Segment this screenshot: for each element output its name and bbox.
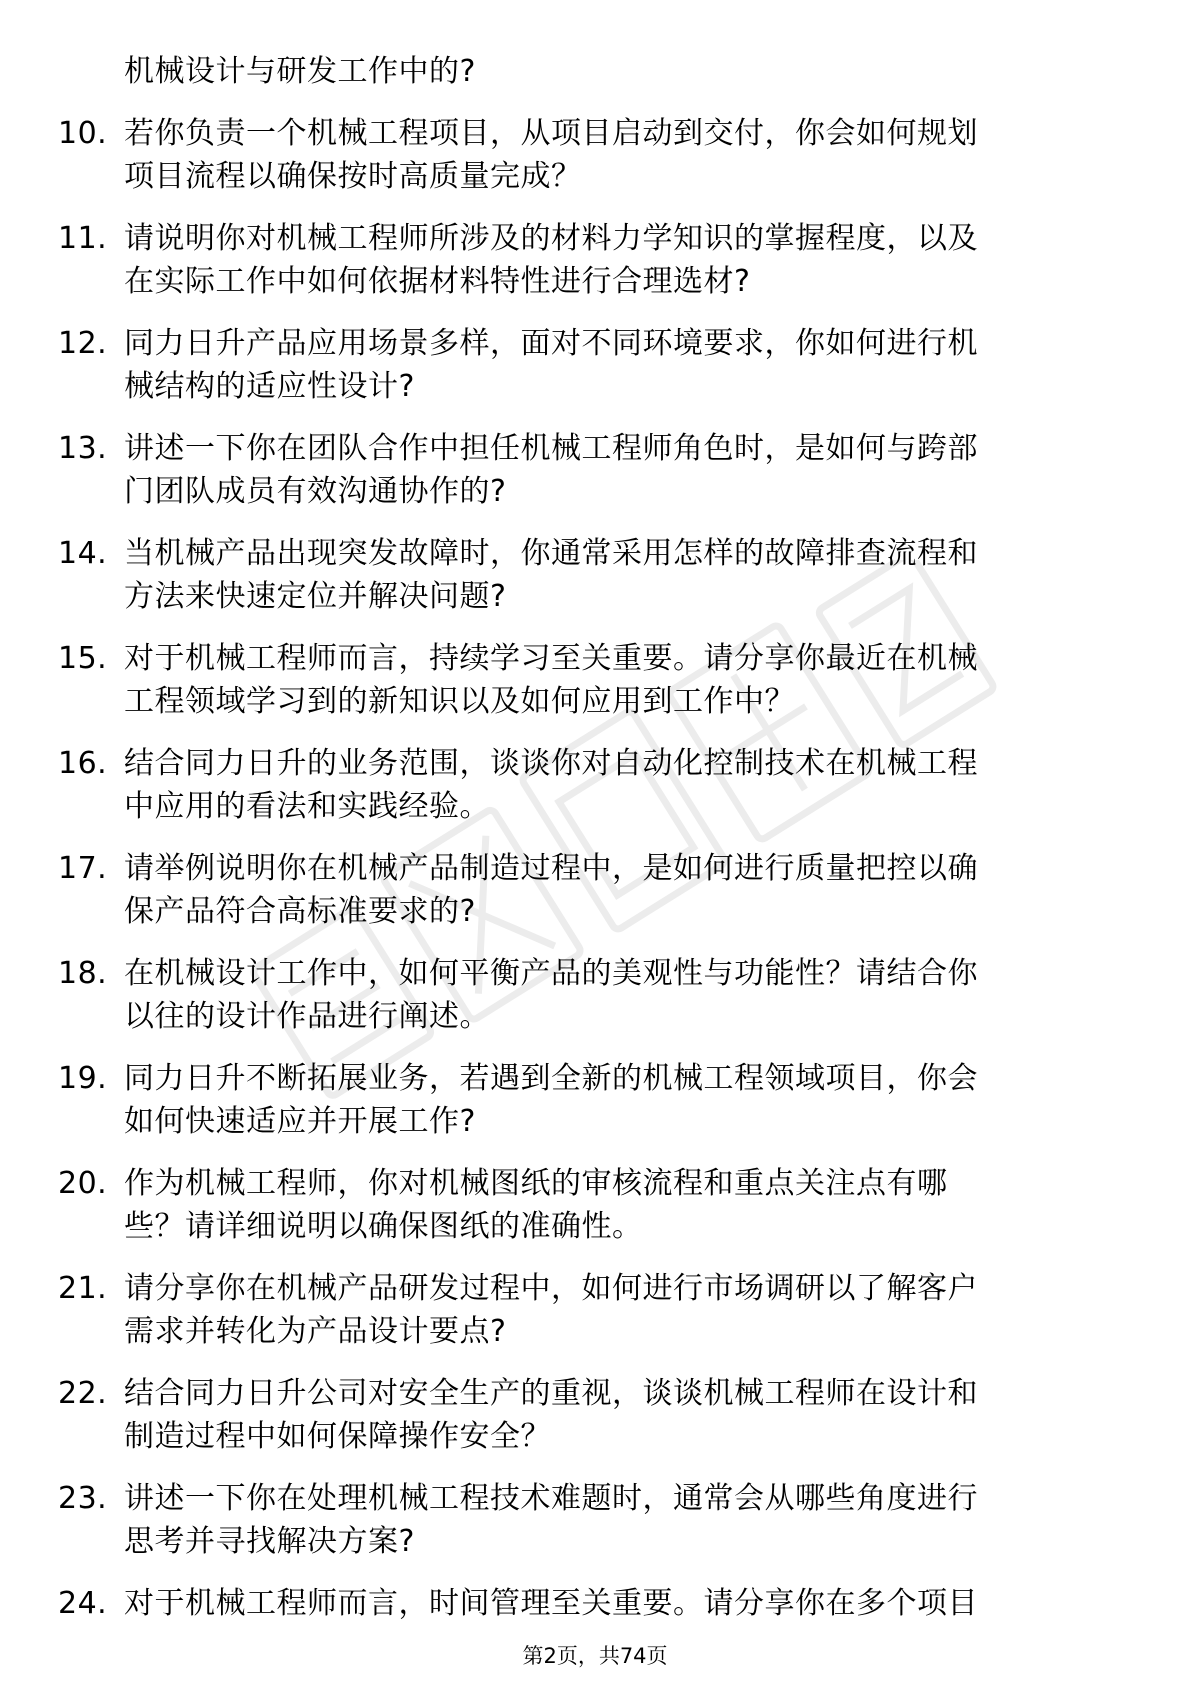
question-text-line: 对于机械工程师而言，持续学习至关重要。请分享你最近在机械: [124, 641, 978, 676]
question-item: [58, 322, 1108, 408]
question-item: [58, 952, 1108, 1038]
question-item: [58, 427, 1108, 513]
question-text-line: 当机械产品出现突发故障时，你通常采用怎样的故障排查流程和: [124, 536, 978, 571]
question-text-line: 同力日升产品应用场景多样，面对不同环境要求，你如何进行机: [124, 326, 978, 361]
question-number: 15.: [58, 641, 108, 676]
question-item: [58, 1267, 1108, 1353]
question-text-line: 些？请详细说明以确保图纸的准确性。: [124, 1209, 643, 1244]
question-text-line: 讲述一下你在处理机械工程技术难题时，通常会从哪些角度进行: [124, 1481, 978, 1516]
question-text-line: 项目流程以确保按时高质量完成？: [124, 159, 582, 194]
question-text-line: 同力日升不断拓展业务，若遇到全新的机械工程领域项目，你会: [124, 1061, 978, 1096]
question-number: 13.: [58, 431, 108, 466]
question-number: 18.: [58, 956, 108, 991]
question-number: 23.: [58, 1481, 108, 1516]
question-number: 19.: [58, 1061, 108, 1096]
question-number: 16.: [58, 746, 108, 781]
question-number: 24.: [58, 1586, 108, 1621]
question-text-line: 请分享你在机械产品研发过程中，如何进行市场调研以了解客户: [124, 1271, 978, 1306]
question-text-line: 如何快速适应并开展工作?: [124, 1104, 476, 1139]
question-text-line: 工程领域学习到的新知识以及如何应用到工作中？: [124, 684, 795, 719]
question-item: [58, 742, 1108, 828]
question-item: [58, 1582, 1108, 1625]
question-item: [58, 637, 1108, 723]
question-number: 20.: [58, 1166, 108, 1201]
question-number: 22.: [58, 1376, 108, 1411]
question-text-line: 结合同力日升公司对安全生产的重视，谈谈机械工程师在设计和: [124, 1376, 978, 1411]
page-number-footer: 第2页，共74页: [522, 1644, 668, 1668]
question-item: [58, 1162, 1108, 1248]
question-text-line: 结合同力日升的业务范围，谈谈你对自动化控制技术在机械工程: [124, 746, 978, 781]
question-text-line: 在机械设计工作中，如何平衡产品的美观性与功能性？请结合你: [124, 956, 978, 991]
question-text-line: 讲述一下你在团队合作中担任机械工程师角色时，是如何与跨部: [124, 431, 978, 466]
question-list: [58, 112, 1108, 1625]
question-text-line: 制造过程中如何保障操作安全？: [124, 1419, 551, 1454]
question-number: 10.: [58, 116, 108, 151]
question-text-line: 械结构的适应性设计?: [124, 369, 415, 404]
question-text-line: 在实际工作中如何依据材料特性进行合理选材?: [124, 264, 751, 299]
question-item: [58, 532, 1108, 618]
question-item: [58, 1477, 1108, 1563]
question-text-line: 思考并寻找解决方案?: [124, 1524, 415, 1559]
question-text-line: 作为机械工程师，你对机械图纸的审核流程和重点关注点有哪: [124, 1166, 948, 1201]
question-text-line: 保产品符合高标准要求的?: [124, 894, 476, 929]
question-text-line: 以往的设计作品进行阐述。: [124, 999, 490, 1034]
question-number: 11.: [58, 221, 108, 256]
continued-question-line: 机械设计与研发工作中的?: [124, 54, 476, 89]
question-item: [58, 112, 1108, 198]
question-list-section: [58, 50, 1108, 1625]
question-number: 14.: [58, 536, 108, 571]
question-item: [58, 217, 1108, 303]
question-text-line: 方法来快速定位并解决问题?: [124, 579, 507, 614]
question-text-line: 中应用的看法和实践经验。: [124, 789, 490, 824]
question-number: 21.: [58, 1271, 108, 1306]
question-text-line: 门团队成员有效沟通协作的?: [124, 474, 507, 509]
question-text-line: 对于机械工程师而言，时间管理至关重要。请分享你在多个项目: [124, 1586, 978, 1621]
question-item: [58, 1057, 1108, 1143]
question-item: [58, 847, 1108, 933]
question-text-line: 需求并转化为产品设计要点?: [124, 1314, 507, 1349]
question-number: 17.: [58, 851, 108, 886]
question-text-line: 请说明你对机械工程师所涉及的材料力学知识的掌握程度，以及: [124, 221, 978, 256]
question-text-line: 若你负责一个机械工程项目，从项目启动到交付，你会如何规划: [124, 116, 978, 151]
question-number: 12.: [58, 326, 108, 361]
question-text-line: 请举例说明你在机械产品制造过程中，是如何进行质量把控以确: [124, 851, 978, 886]
question-item: [58, 1372, 1108, 1458]
